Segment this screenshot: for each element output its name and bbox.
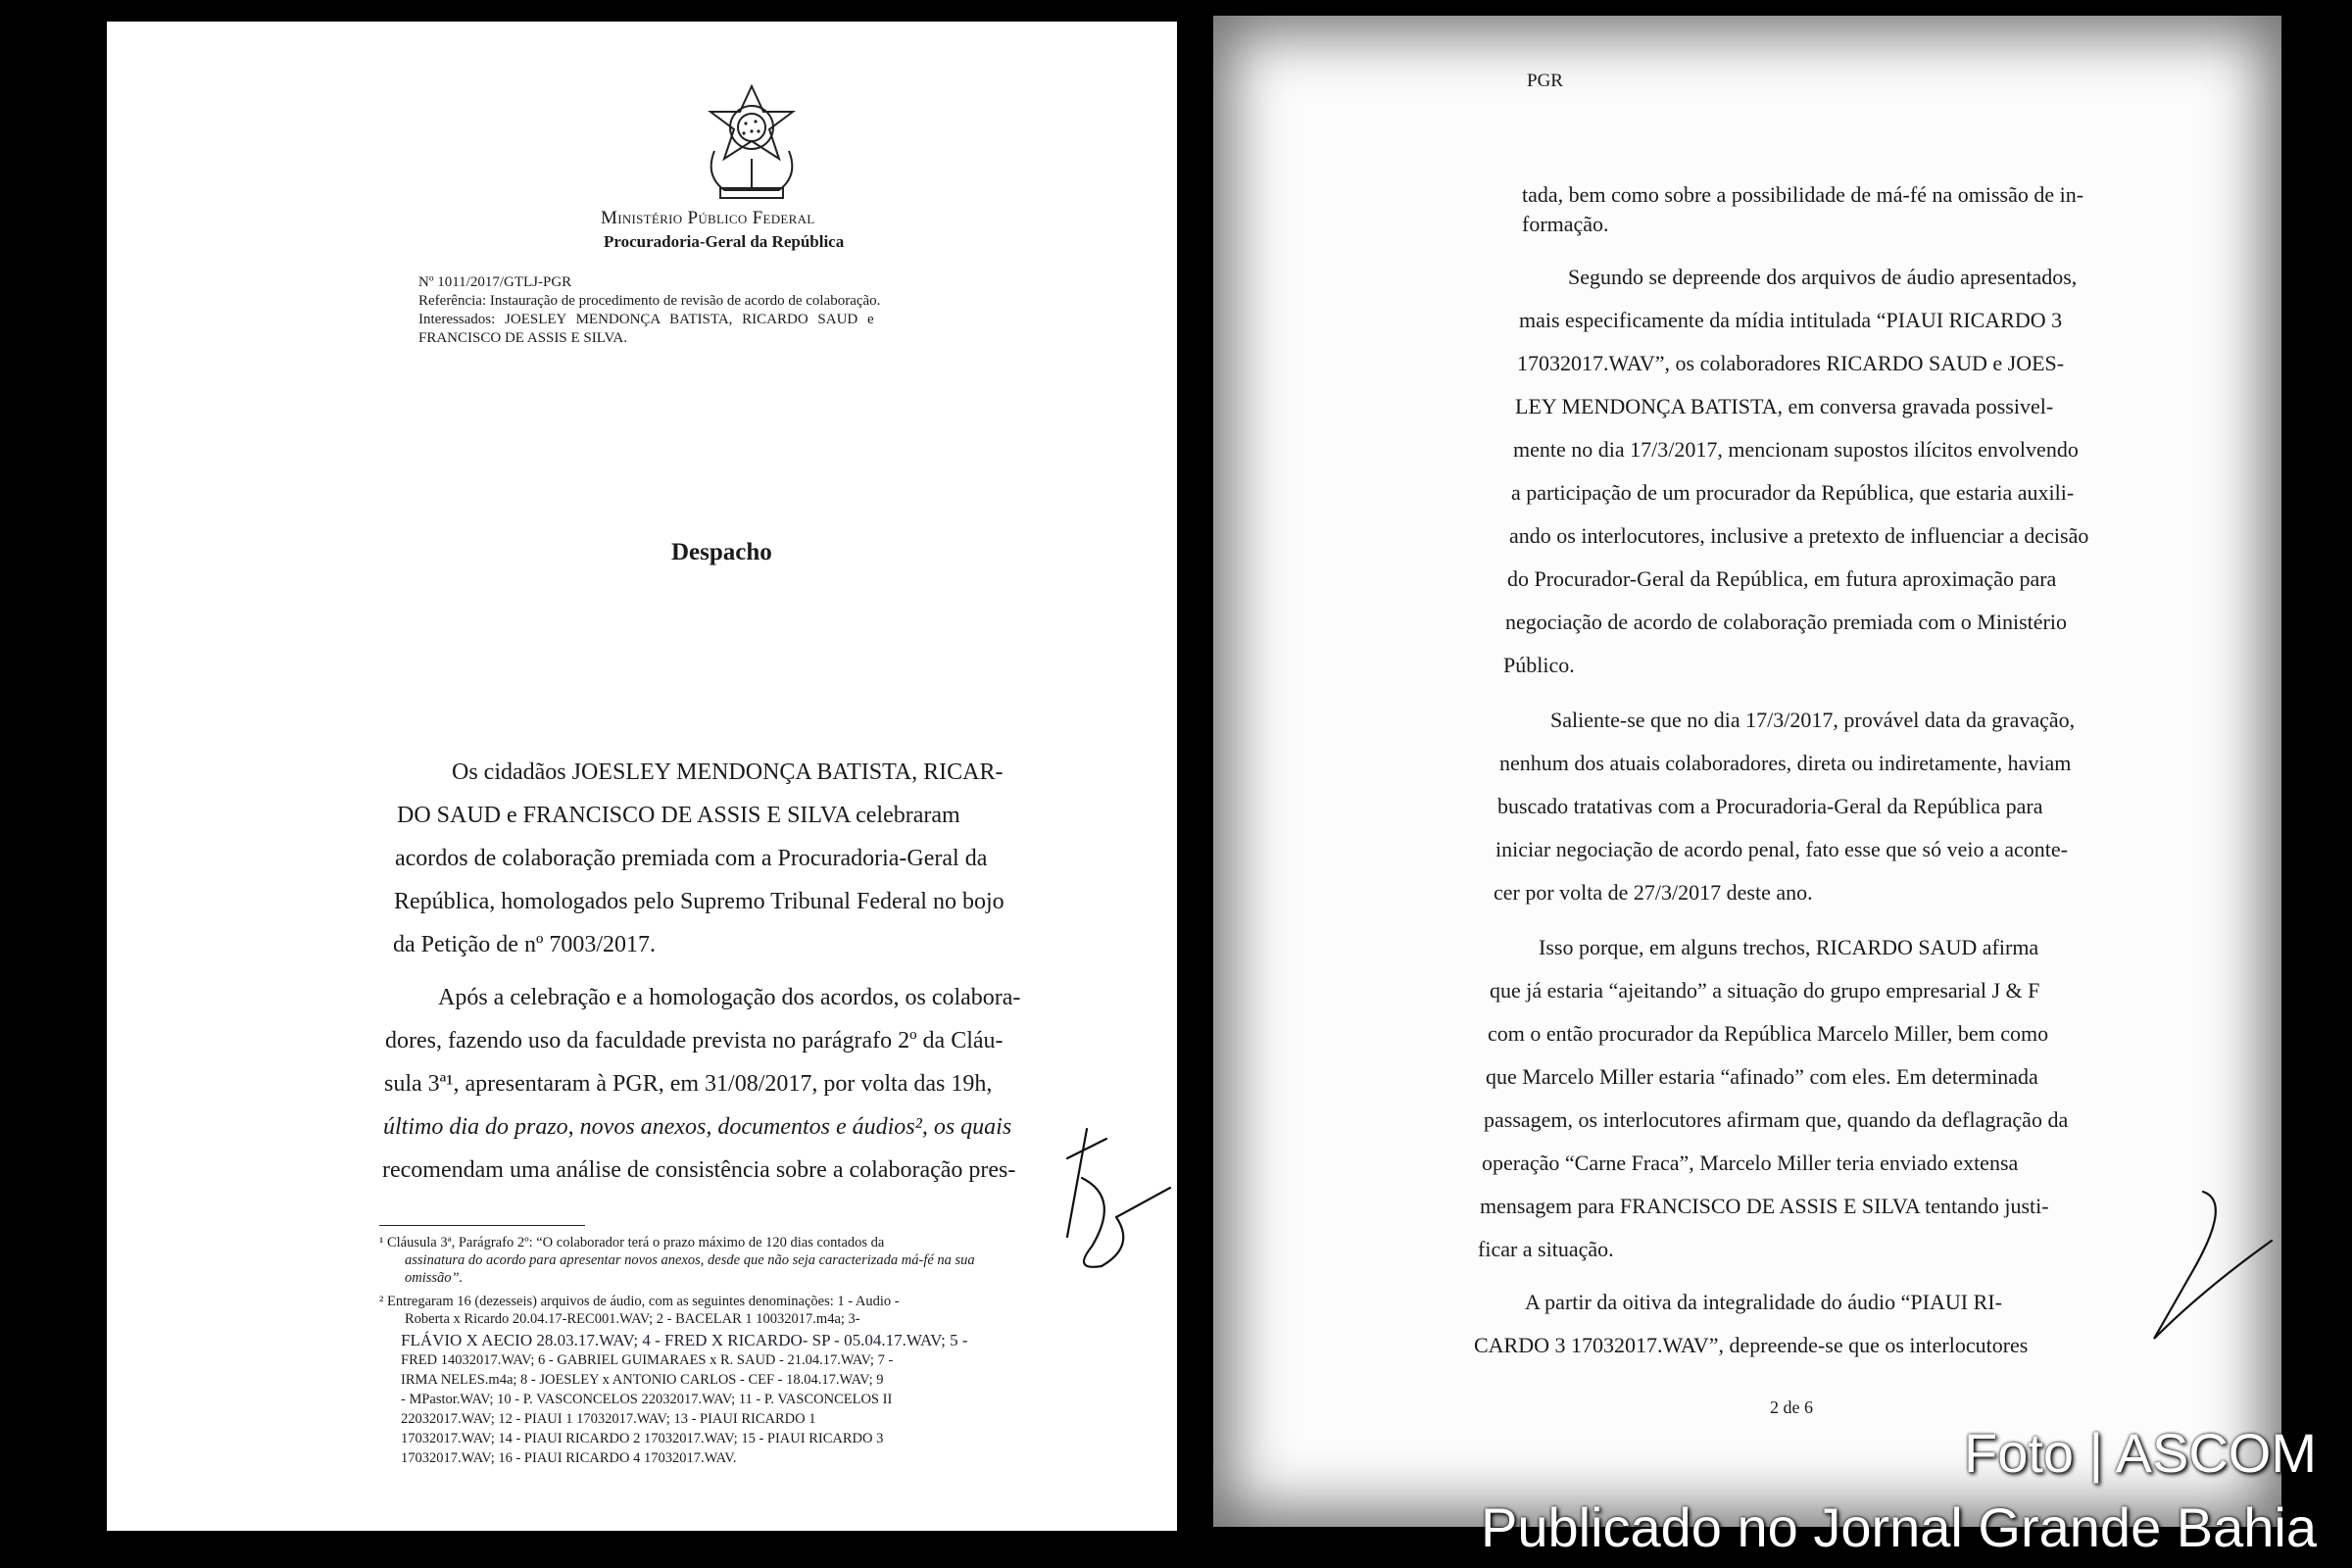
body-line: Após a celebração e a homologação dos acordos, os colabora- — [438, 985, 1021, 1010]
body-line: dores, fazendo uso da faculdade prevista no parágrafo 2º da Cláu- — [385, 1028, 1004, 1054]
body-line: negociação de acordo de colaboração premiada com o Ministério — [1505, 610, 2067, 634]
body-line: mensagem para FRANCISCO DE ASSIS E SILVA tentando justi- — [1480, 1194, 2049, 1218]
body-line: buscado tratativas com a Procuradoria-Geral da República para — [1497, 794, 2043, 818]
page-number: 2 de 6 — [1770, 1397, 1813, 1417]
document-number: Nº 1011/2017/GTLJ-PGR — [418, 274, 572, 290]
body-line: operação “Carne Fraca”, Marcelo Miller teria enviado extensa — [1482, 1151, 2019, 1175]
body-line: que Marcelo Miller estaria “afinado” com eles. Em determinada — [1486, 1064, 2038, 1089]
page-header: PGR — [1527, 71, 1563, 91]
interested-line-1: Interessados: JOESLEY MENDONÇA BATISTA, RICARDO SAUD e — [418, 312, 874, 327]
handwritten-signature — [2085, 1182, 2281, 1348]
body-line: Público. — [1503, 653, 1575, 677]
handwritten-signature — [1048, 1119, 1175, 1286]
body-line: ficar a situação. — [1478, 1237, 1614, 1261]
body-line: cer por volta de 27/3/2017 deste ano. — [1494, 880, 1813, 905]
body-line: mente no dia 17/3/2017, mencionam supostos ilícitos envolvendo — [1513, 437, 2079, 462]
footnote-line: IRMA NELES.m4a; 8 - JOESLEY x ANTONIO CARLOS - CEF - 18.04.17.WAV; 9 — [401, 1372, 884, 1388]
publication-caption: Publicado no Jornal Grande Bahia — [1480, 1496, 2317, 1558]
body-line: formação. — [1522, 212, 1609, 236]
document-title: Despacho — [671, 539, 772, 565]
body-line: passagem, os interlocutores afirmam que, quando da deflagração da — [1484, 1107, 2069, 1132]
body-line: recomendam uma análise de consistência sobre a colaboração pres- — [382, 1157, 1016, 1183]
footnote-line: 17032017.WAV; 14 - PIAUI RICARDO 2 17032017.WAV; 15 - PIAUI RICARDO 3 — [401, 1431, 884, 1446]
footnote-line: ² Entregaram 16 (dezesseis) arquivos de áudio, com as seguintes denominações: 1 - Audio - — [379, 1294, 900, 1309]
body-line: mais especificamente da mídia intitulada “PIAUI RICARDO 3 — [1519, 308, 2063, 332]
body-line: CARDO 3 17032017.WAV”, depreende-se que os interlocutores — [1474, 1333, 2029, 1357]
footnote-line: FLÁVIO X AECIO 28.03.17.WAV; 4 - FRED X RICARDO- SP - 05.04.17.WAV; 5 - — [401, 1331, 968, 1349]
body-line: 17032017.WAV”, os colaboradores RICARDO SAUD e JOES- — [1517, 351, 2065, 375]
body-line: Segundo se depreende dos arquivos de áudio apresentados, — [1568, 265, 2078, 289]
footnote-line: 17032017.WAV; 16 - PIAUI RICARDO 4 17032017.WAV. — [401, 1450, 737, 1466]
institution-subtitle: Procuradoria-Geral da República — [604, 232, 845, 251]
body-line: sula 3ª¹, apresentaram à PGR, em 31/08/2017, por volta das 19h, — [384, 1071, 993, 1097]
footnote-line: 22032017.WAV; 12 - PIAUI 1 17032017.WAV; 13 - PIAUI RICARDO 1 — [401, 1411, 816, 1427]
photo-credit: Foto | ASCOM — [1964, 1422, 2317, 1484]
body-line: a participação de um procurador da República, que estaria auxili- — [1511, 480, 2075, 505]
body-line: LEY MENDONÇA BATISTA, em conversa gravada possivel- — [1515, 394, 2054, 418]
body-line: que já estaria “ajeitando” a situação do grupo empresarial J & F — [1490, 978, 2040, 1003]
document-page-2 — [1213, 16, 2281, 1527]
footnote-line: assinatura do acordo para apresentar novos anexos, desde que não seja caracterizada má-fé na sua — [405, 1252, 975, 1268]
coat-of-arms-icon — [695, 82, 808, 204]
footnote-line: ¹ Cláusula 3ª, Parágrafo 2º: “O colaborador terá o prazo máximo de 120 dias contados da — [379, 1235, 885, 1250]
body-line: último dia do prazo, novos anexos, documentos e áudios², os quais — [383, 1114, 1012, 1140]
body-line: tada, bem como sobre a possibilidade de má-fé na omissão de in- — [1522, 182, 2084, 207]
body-line: nenhum dos atuais colaboradores, direta ou indiretamente, haviam — [1499, 751, 2072, 775]
body-line: do Procurador-Geral da República, em futura aproximação para — [1507, 566, 2057, 591]
body-line: iniciar negociação de acordo penal, fato esse que só veio a aconte- — [1495, 837, 2068, 861]
body-line: acordos de colaboração premiada com a Procuradoria-Geral da — [395, 846, 988, 871]
body-line: Saliente-se que no dia 17/3/2017, provável data da gravação, — [1550, 708, 2076, 732]
footnote-line: - MPastor.WAV; 10 - P. VASCONCELOS 22032017.WAV; 11 - P. VASCONCELOS II — [401, 1392, 893, 1407]
body-line: Os cidadãos JOESLEY MENDONÇA BATISTA, RICAR- — [452, 760, 1004, 785]
document-page-1 — [107, 22, 1177, 1531]
body-line: da Petição de nº 7003/2017. — [393, 932, 657, 957]
body-line: República, homologados pelo Supremo Tribunal Federal no bojo — [394, 889, 1004, 914]
body-line: com o então procurador da República Marcelo Miller, bem como — [1488, 1021, 2049, 1046]
reference-line: Referência: Instauração de procedimento de revisão de acordo de colaboração. — [418, 293, 881, 309]
footnote-line: omissão”. — [405, 1270, 464, 1286]
interested-line-2: FRANCISCO DE ASSIS E SILVA. — [418, 330, 627, 346]
footnote-separator — [379, 1225, 585, 1226]
institution-name: Ministério Público Federal — [601, 208, 815, 228]
footnote-line: Roberta x Ricardo 20.04.17-REC001.WAV; 2 - BACELAR 1 10032017.m4a; 3- — [405, 1311, 860, 1327]
body-line: ando os interlocutores, inclusive a pretexto de influenciar a decisão — [1509, 523, 2089, 548]
body-line: DO SAUD e FRANCISCO DE ASSIS E SILVA celebraram — [397, 803, 960, 828]
body-line: A partir da oitiva da integralidade do áudio “PIAUI RI- — [1525, 1290, 2002, 1314]
footnote-line: FRED 14032017.WAV; 6 - GABRIEL GUIMARAES x R. SAUD - 21.04.17.WAV; 7 - — [401, 1352, 894, 1368]
body-line: Isso porque, em alguns trechos, RICARDO SAUD afirma — [1539, 935, 2039, 959]
